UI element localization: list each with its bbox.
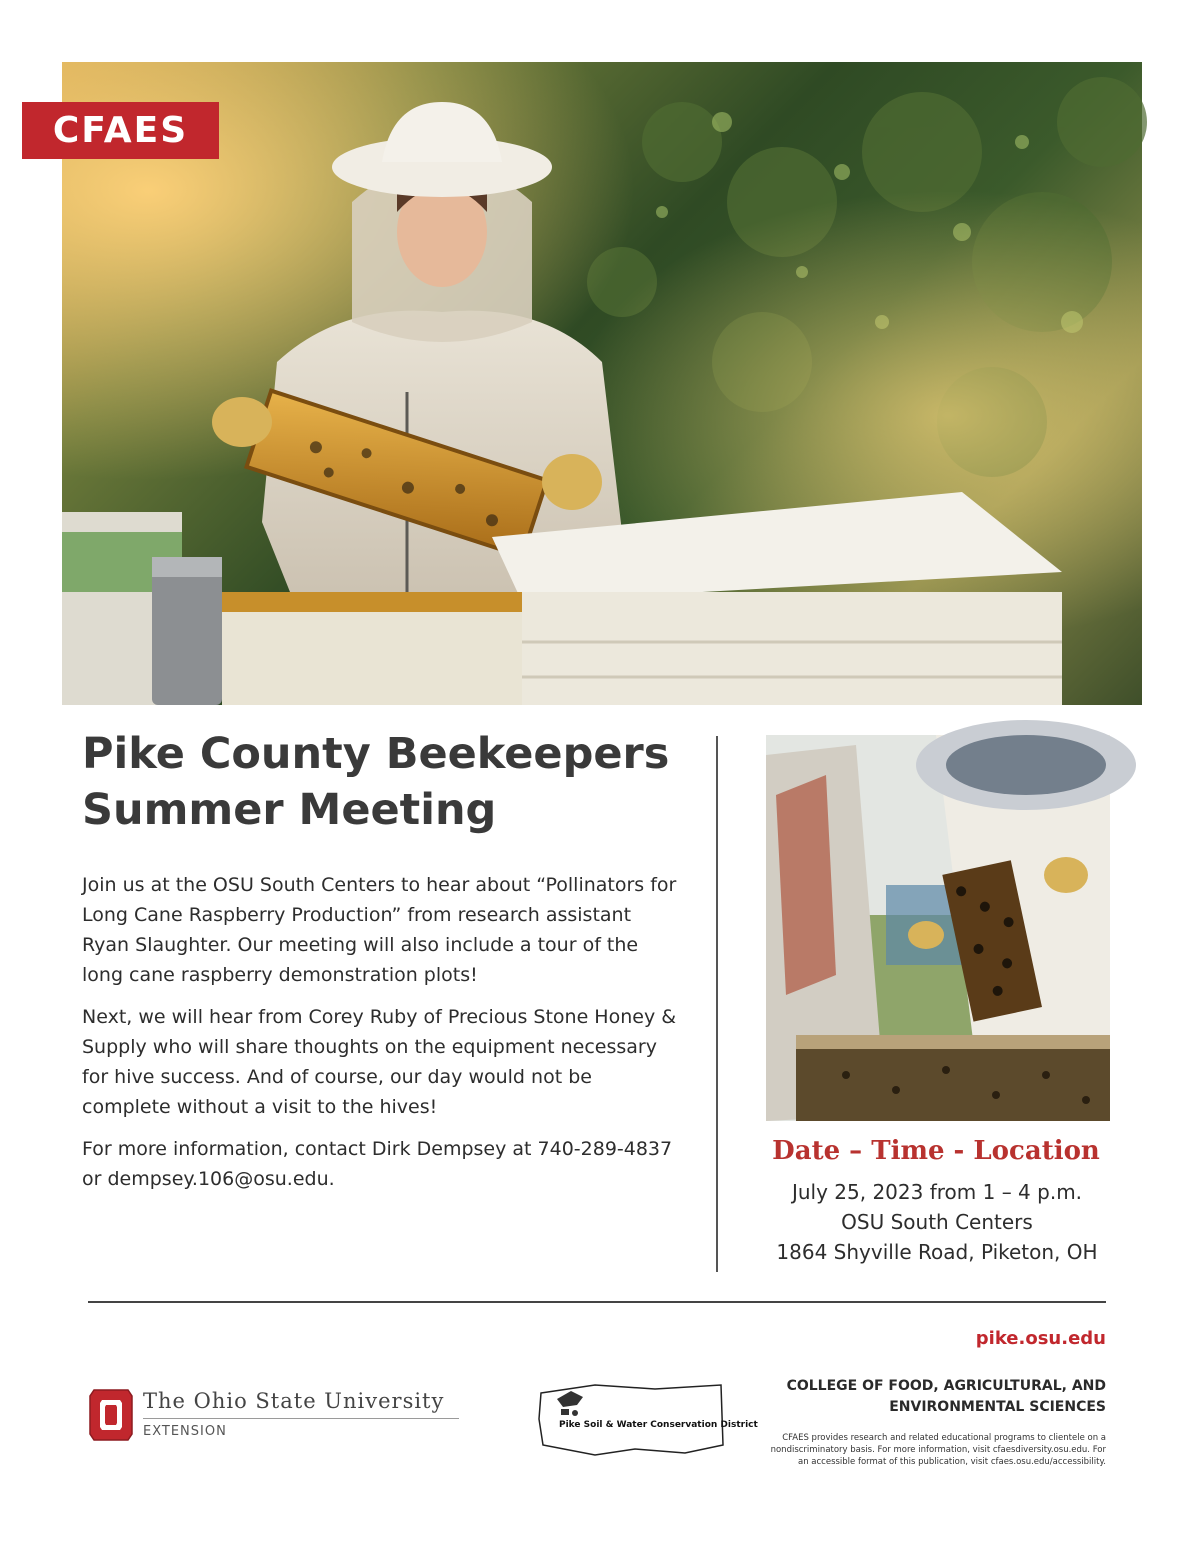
- side-photo: [766, 735, 1110, 1121]
- osu-name-rule: [143, 1418, 459, 1419]
- event-date-time: July 25, 2023 from 1 – 4 p.m.: [791, 1180, 1083, 1204]
- event-description: [82, 870, 682, 1206]
- contact-paragraph: For more information, contact Dirk Dempsey at 740-289-4837 or dempsey.106@osu.edu.: [82, 1138, 673, 1190]
- footer-divider: [88, 1301, 1106, 1303]
- event-venue: OSU South Centers: [841, 1210, 1033, 1234]
- nondiscrimination-disclaimer: CFAES provides research and related educational programs to clientele on a nondiscriminatory basis. For more information, visit cfaesdiversity.osu.edu. For an accessible format of this publication, visit cfaes.osu.edu/accessibility.: [770, 1433, 1106, 1467]
- osu-unit: EXTENSION: [143, 1424, 227, 1439]
- website-link[interactable]: pike.osu.edu: [975, 1328, 1106, 1349]
- beekeeper-illustration: [62, 62, 1142, 705]
- osu-name: The Ohio State University: [143, 1389, 445, 1413]
- description-paragraph-1: Join us at the OSU South Centers to hear about “Pollinators for Long Cane Raspberry Production” from research assistant Ryan Slaughter. Our meeting will also include a tour of the long cane raspberry demonstration plots!: [82, 874, 677, 986]
- cfaes-badge: CFAES: [22, 102, 219, 159]
- college-name-line-2: ENVIRONMENTAL SCIENCES: [889, 1399, 1106, 1415]
- description-paragraph-2: Next, we will hear from Corey Ruby of Precious Stone Honey & Supply who will share thoughts on the equipment necessary for hive success. And of course, our day would not be complete without a visit to the hives!: [82, 1006, 677, 1118]
- osu-block-o-icon: [88, 1388, 134, 1442]
- pike-swcd-logo: [535, 1375, 758, 1457]
- event-address: 1864 Shyville Road, Piketon, OH: [776, 1240, 1098, 1264]
- hive-inspection-illustration: [766, 735, 1110, 1121]
- hero-photo: [62, 62, 1142, 705]
- vertical-divider: [716, 736, 718, 1272]
- page-title: [82, 726, 702, 838]
- title-line-1: Pike County Beekeepers: [82, 729, 670, 779]
- event-details-heading: Date – Time - Location: [772, 1136, 1100, 1166]
- title-line-2: Summer Meeting: [82, 785, 497, 835]
- college-name-line-1: COLLEGE OF FOOD, AGRICULTURAL, AND: [786, 1378, 1106, 1394]
- svg-text:Pike Soil & Water Conservation: Pike Soil & Water Conservation District: [559, 1420, 758, 1430]
- college-name: [746, 1376, 1106, 1418]
